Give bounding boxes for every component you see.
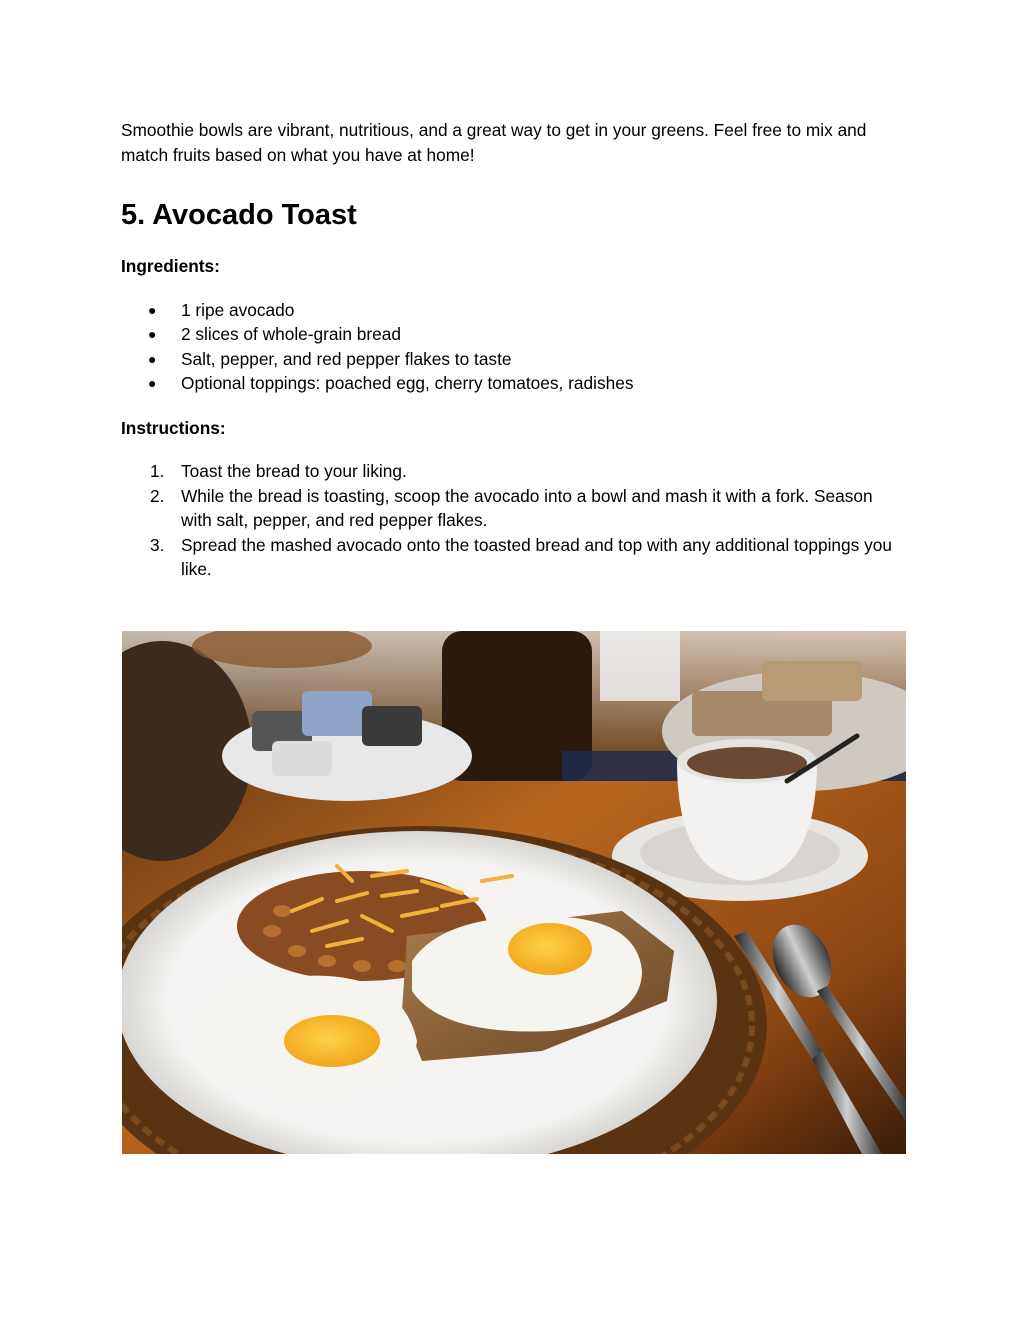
butter-packet bbox=[302, 691, 372, 736]
ingredient-text: 2 slices of whole-grain bread bbox=[181, 324, 401, 344]
list-item bbox=[121, 322, 906, 347]
step-text: Toast the bread to your liking. bbox=[181, 461, 407, 481]
section-heading: 5. Avocado Toast bbox=[121, 199, 357, 231]
bullet-icon: ● bbox=[148, 301, 157, 318]
egg-yolk bbox=[284, 1015, 380, 1067]
background-bread bbox=[762, 661, 862, 701]
breakfast-photo bbox=[122, 631, 906, 1154]
step-number: 1. bbox=[150, 461, 165, 481]
list-item bbox=[121, 298, 906, 323]
bullet-icon: ● bbox=[148, 375, 157, 391]
list-item bbox=[121, 533, 906, 582]
list-item bbox=[121, 459, 906, 484]
butter-packet bbox=[272, 741, 332, 776]
bullet-icon: ● bbox=[148, 350, 157, 367]
step-number: 2. bbox=[150, 485, 165, 506]
ingredient-text: Salt, pepper, and red pepper flakes to taste bbox=[181, 348, 512, 369]
instructions-label: Instructions: bbox=[121, 417, 226, 438]
document-page bbox=[121, 118, 906, 582]
egg-yolk bbox=[508, 923, 592, 975]
list-item bbox=[121, 484, 906, 533]
ingredient-text: Optional toppings: poached egg, cherry tomatoes, radishes bbox=[181, 373, 634, 393]
coffee bbox=[687, 747, 807, 779]
list-item bbox=[121, 347, 906, 372]
bullet-icon: ● bbox=[148, 326, 157, 342]
instructions-list bbox=[121, 459, 906, 582]
intro-paragraph: Smoothie bowls are vibrant, nutritious, and a great way to get in your greens. Feel free to mix and match fruits based on what you have at home! bbox=[121, 120, 867, 165]
step-text: Spread the mashed avocado onto the toasted bread and top with any additional toppings you like. bbox=[181, 534, 892, 579]
step-text: While the bread is toasting, scoop the avocado into a bowl and mash it with a fork. Season with salt, pepper, and red pepper flakes. bbox=[181, 485, 873, 530]
list-item bbox=[121, 371, 906, 396]
step-number: 3. bbox=[150, 534, 165, 555]
milk-glass bbox=[600, 631, 680, 701]
ingredient-text: 1 ripe avocado bbox=[181, 299, 295, 320]
butter-packet bbox=[362, 706, 422, 746]
ingredients-label: Ingredients: bbox=[121, 256, 220, 276]
ingredients-list bbox=[121, 298, 906, 396]
breakfast-illustration bbox=[122, 631, 906, 1154]
